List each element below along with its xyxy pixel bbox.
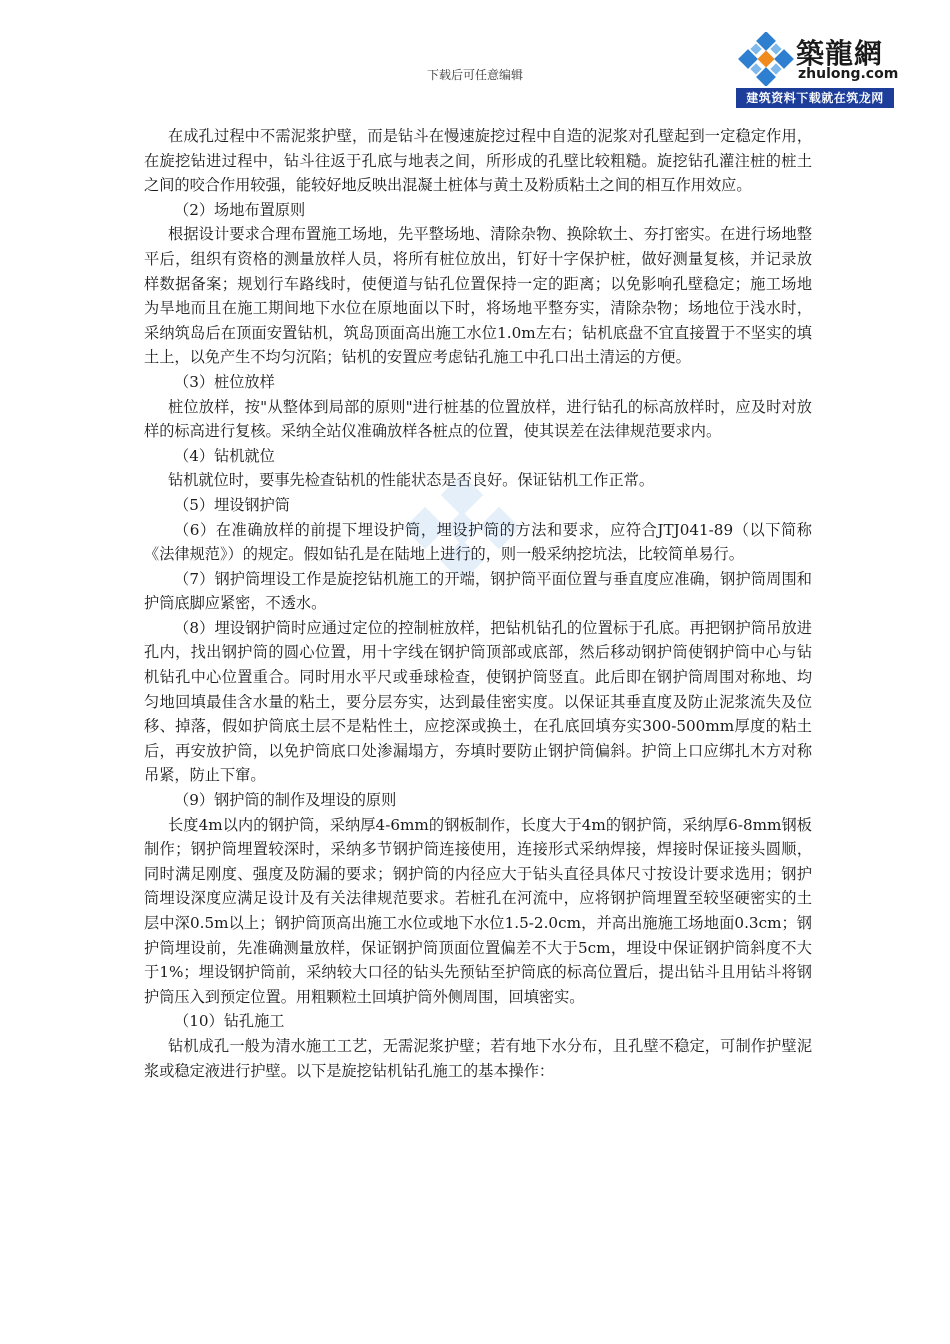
paragraph: 钻机成孔一般为清水施工工艺，无需泥浆护壁；若有地下水分布，且孔壁不稳定，可制作护壁泥浆或稳定液进行护壁。以下是旋挖钻机钻孔施工的基本操作：	[144, 1036, 812, 1080]
header-note: 下载后可任意编辑	[426, 68, 523, 82]
section-heading: （9）钢护筒的制作及埋设的原则	[174, 791, 397, 810]
section-heading: （5）埋设钢护筒	[174, 495, 290, 514]
paragraph: 长度4m以内的钢护筒，采纳厚4-6mm的钢板制作，长度大于4m的钢护筒，采纳厚6-8mm钢板制作；钢护筒埋置较深时，采纳多节钢护筒连接使用，连接形式采纳焊接，焊接时保证接头圆顺，同时满足刚度、强度及防漏的要求；钢护筒的内径应大于钻头直径具体尺寸按设计要求选用；钢护筒埋设深度应满足设计及有关法律规范要求。若桩孔在河流中，应将钢护筒埋置至较坚硬密实的土层中深0.5m以上；钢护筒顶高出施工水位或地下水位1.5-2.0cm，并高出施施工场地面0.3cm；钢护筒埋设前，先准确测量放样，保证钢护筒顶面位置偏差不大于5cm，埋设中保证钢护筒斜度不大于1%；埋设钢护筒前，采纳较大口径的钻头先预钻至护筒底的标高位置后，提出钻斗且用钻斗将钢护筒压入到预定位置。用粗颗粒土回填护筒外侧周围，回填密实。	[144, 815, 812, 1006]
logo-name: 築龍網	[796, 37, 884, 70]
numbered-paragraph: （6）在准确放样的前提下埋设护筒，埋设护筒的方法和要求，应符合JTJ041-89（以下简称《法律规范》）的规定。假如钻孔是在陆地上进行的，则一般采纳挖坑法，比较简单易行。	[144, 520, 812, 564]
document-body	[144, 124, 812, 1083]
zhulong-logo[interactable]	[736, 30, 899, 108]
snowflake-logo-icon	[738, 32, 794, 86]
numbered-paragraph: （7）钢护筒埋设工作是旋挖钻机施工的开端，钢护筒平面位置与垂直度应准确，钢护筒周围和护筒底脚应紧密，不透水。	[144, 569, 812, 613]
paragraph: 桩位放样，按"从整体到局部的原则"进行桩基的位置放样，进行钻孔的标高放样时，应及时对放样的标高进行复核。采纳全站仪准确放样各桩点的位置，使其误差在法律规范要求内。	[144, 397, 812, 441]
logo-top	[736, 30, 899, 86]
numbered-paragraph: （8）埋设钢护筒时应通过定位的控制桩放样，把钻机钻孔的位置标于孔底。再把钢护筒吊放进孔内，找出钢护筒的圆心位置，用十字线在钢护筒顶部或底部，然后移动钢护筒使钢护筒中心与钻机钻孔中心位置重合。同时用水平尺或垂球检查，使钢护筒竖直。此后即在钢护筒周围对称地、均匀地回填最佳含水量的粘土，要分层夯实，达到最佳密实度。以保证其垂直度及防止泥浆流失及位移、掉落，假如护筒底土层不是粘性土，应挖深或换土，在孔底回填夯实300-500mm厚度的粘土后，再安放护筒，以免护筒底口处渗漏塌方，夯填时要防止钢护筒偏斜。护筒上口应绑扎木方对称吊紧，防止下窜。	[144, 618, 812, 785]
section-heading: （3）桩位放样	[174, 372, 275, 391]
section-heading: （10）钻孔施工	[174, 1012, 285, 1031]
section-heading: （2）场地布置原则	[174, 200, 306, 219]
section-heading: （4）钻机就位	[174, 446, 275, 465]
paragraph: 钻机就位时，要事先检查钻机的性能状态是否良好。保证钻机工作正常。	[168, 471, 654, 490]
paragraph: 根据设计要求合理布置施工场地，先平整场地、清除杂物、换除软土、夯打密实。在进行场地整平后，组织有资格的测量放样人员，将所有桩位放出，钉好十字保护桩，做好测量复核，并记录放样数据备案；规划行车路线时，使便道与钻孔位置保持一定的距离；以免影响孔壁稳定；施工场地为旱地而且在施工期间地下水位在原地面以下时，将场地平整夯实，清除杂物；场地位于浅水时，采纳筑岛后在顶面安置钻机，筑岛顶面高出施工水位1.0m左右；钻机底盘不宜直接置于不坚实的填土上，以免产生不均匀沉陷；钻机的安置应考虑钻孔施工中孔口出土清运的方便。	[144, 225, 812, 367]
paragraph: 在成孔过程中不需泥浆护壁，而是钻斗在慢速旋挖过程中自造的泥浆对孔壁起到一定稳定作用，在旋挖钻进过程中，钻斗往返于孔底与地表之间，所形成的孔壁比较粗糙。旋挖钻孔灌注桩的桩土之间的咬合作用较强，能较好地反映出混凝土桩体与黄土及粉质粘土之间的相互作用效应。	[144, 127, 812, 195]
logo-slogan: 建筑资料下载就在筑龙网	[736, 88, 894, 108]
logo-domain: zhulong.com	[798, 66, 899, 82]
